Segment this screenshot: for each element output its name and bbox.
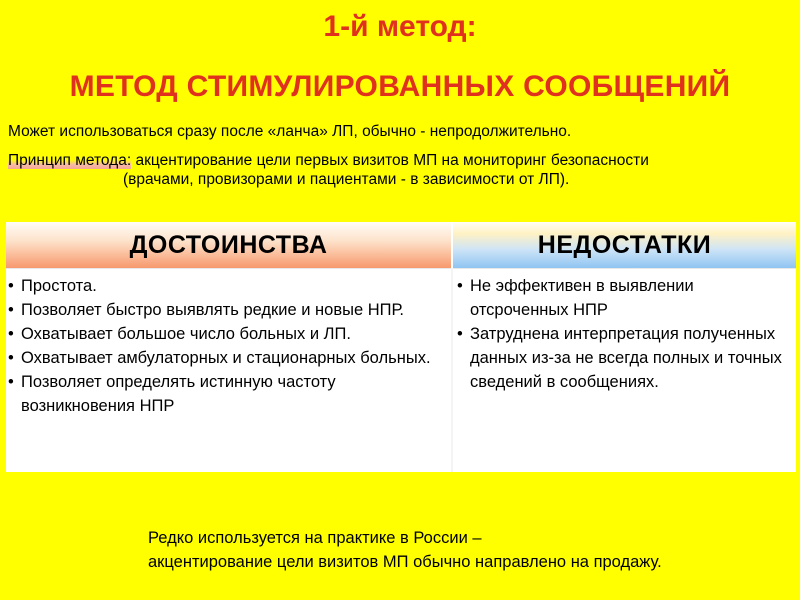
principle-text-line2: (врачами, провизорами и пациентами - в зависимости от ЛП).: [123, 171, 570, 188]
list-item: • Простота.: [8, 274, 438, 298]
advantages-list: [8, 274, 438, 418]
disadvantages-list: [457, 274, 787, 394]
principle-text-line1: акцентирование цели первых визитов МП на мониторинг безопасности: [131, 152, 649, 169]
list-item: • Охватывает большое число больных и ЛП.: [8, 322, 438, 346]
disadvantages-header: НЕДОСТАТКИ: [453, 222, 796, 268]
list-item: • Затруднена интерпретация полученных данных из-за не всегда полных и точных сведений в сообщениях.: [457, 322, 787, 394]
list-item: • Охватывает амбулаторных и стационарных больных.: [8, 346, 438, 370]
bullet-icon: •: [8, 325, 14, 343]
column-divider: [451, 268, 453, 472]
footer-line1: Редко используется на практике в России –: [148, 529, 482, 547]
footer-note: [148, 526, 788, 574]
method-name-title: МЕТОД СТИМУЛИРОВАННЫХ СООБЩЕНИЙ: [69, 70, 731, 103]
header-divider: [6, 268, 796, 269]
method-number-title: 1-й метод:: [323, 10, 477, 43]
bullet-icon: •: [8, 373, 14, 391]
advantages-header: ДОСТОИНСТВА: [6, 222, 451, 268]
bullet-icon: •: [8, 277, 14, 295]
list-item: • Позволяет быстро выявлять редкие и новые НПР.: [8, 298, 438, 322]
bullet-icon: •: [8, 349, 14, 367]
principle-label: Принцип метода:: [8, 152, 132, 169]
comparison-table: [6, 222, 796, 472]
list-item: • Позволяет определять истинную частоту возникновения НПР: [8, 370, 438, 418]
bullet-icon: •: [457, 325, 463, 343]
bullet-icon: •: [457, 277, 463, 295]
footer-line2: акцентирование цели визитов МП обычно направлено на продажу.: [148, 553, 662, 571]
intro-text: Может использоваться сразу после «ланча» ЛП, обычно - непродолжительно.: [8, 123, 572, 140]
list-item: • Не эффективен в выявлении отсроченных НПР: [457, 274, 787, 322]
bullet-icon: •: [8, 301, 14, 319]
principle-paragraph: [8, 151, 798, 189]
